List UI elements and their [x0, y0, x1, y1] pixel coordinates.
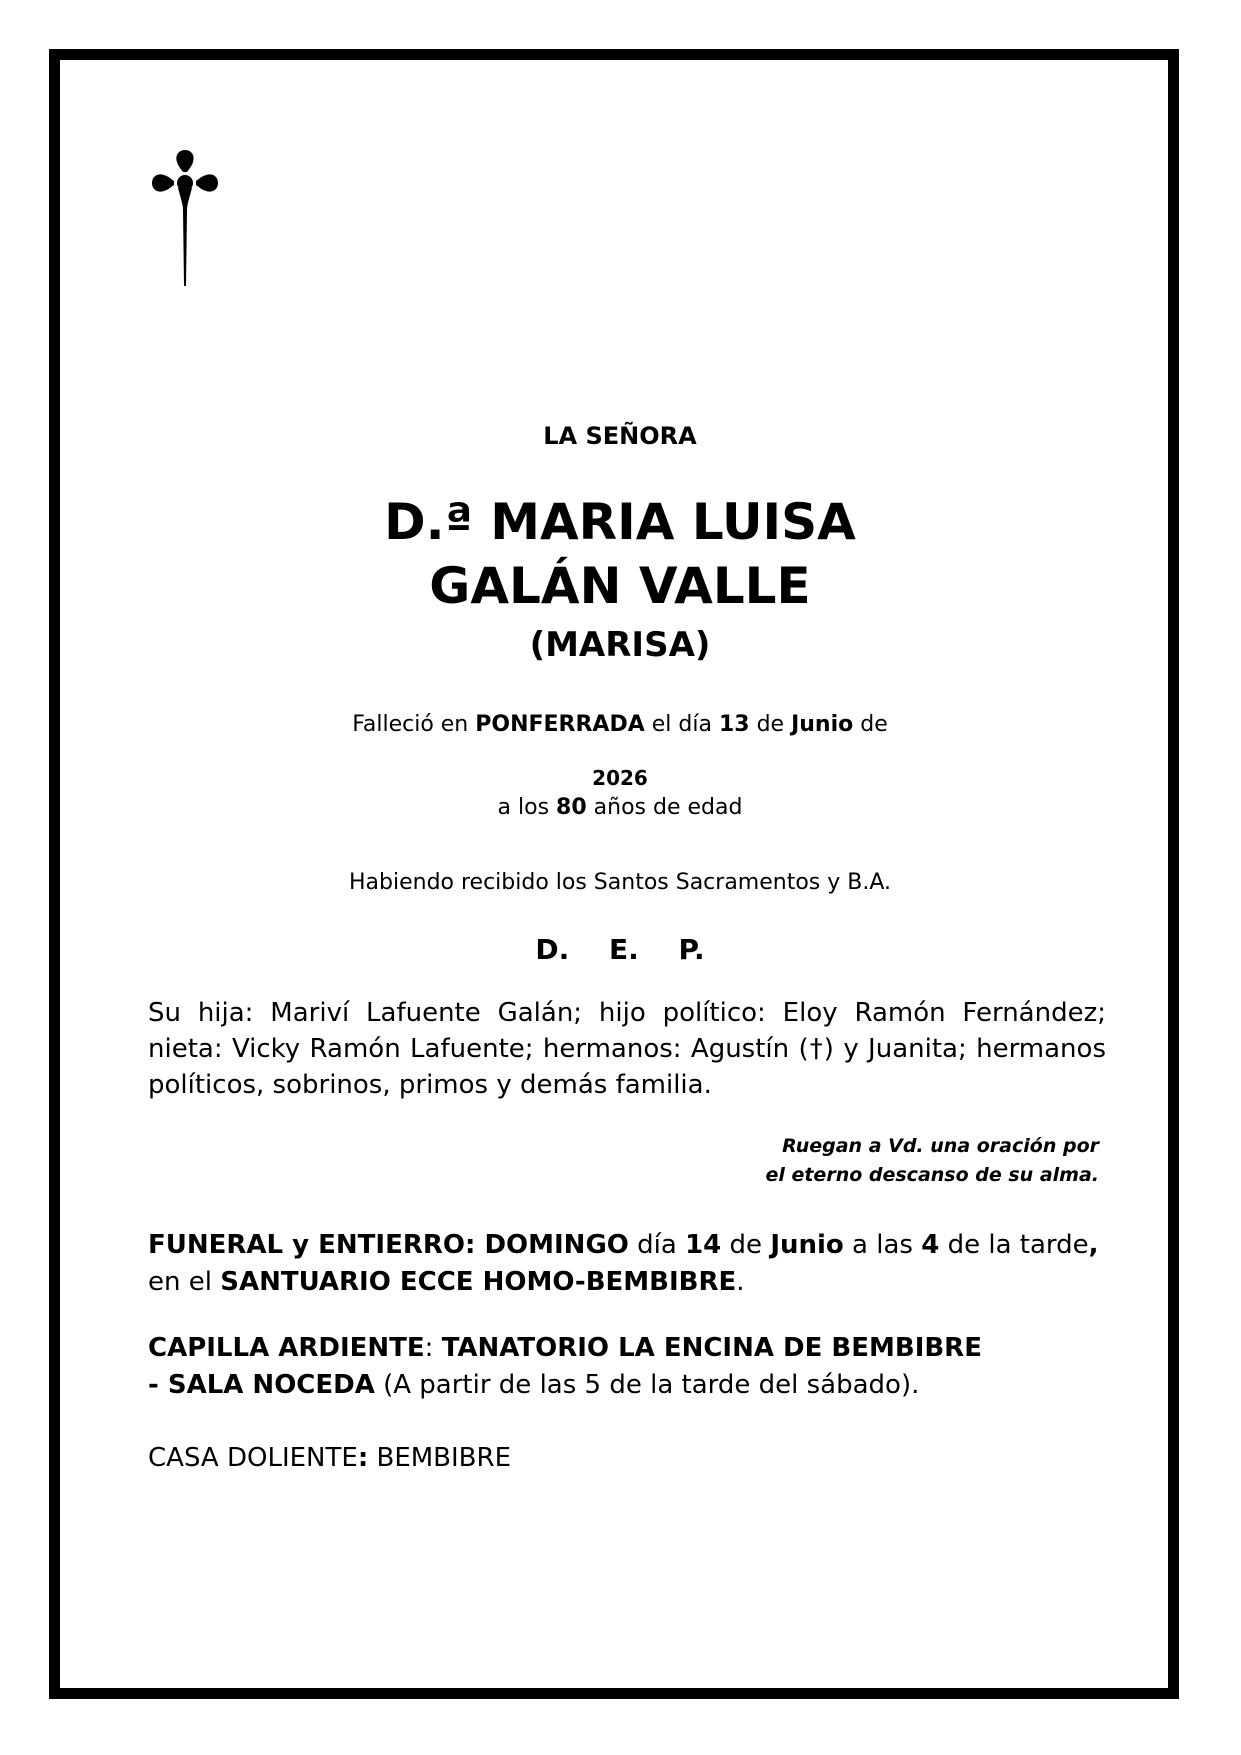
- death-suffix: de: [860, 712, 888, 737]
- funeral-t1: día: [628, 1230, 686, 1260]
- age-prefix: a los: [497, 795, 557, 820]
- funeral-t5: en el: [148, 1267, 221, 1297]
- dep-text: D. E. P.: [535, 933, 705, 966]
- funeral-label: FUNERAL y ENTIERRO: [148, 1230, 465, 1260]
- death-info: [130, 712, 1110, 737]
- funeral-day: 14: [685, 1230, 722, 1260]
- capilla-colon: :: [424, 1333, 442, 1363]
- funeral-month: Junio: [770, 1230, 844, 1260]
- funeral-hour: 4: [921, 1230, 940, 1260]
- age-suffix: años de edad: [586, 795, 743, 820]
- capilla-note: (A partir de las 5 de la tarde del sábado).: [374, 1370, 920, 1400]
- death-day: 13: [718, 712, 750, 737]
- funeral-comma: ,: [1088, 1230, 1099, 1260]
- funeral-t2: de: [721, 1230, 771, 1260]
- age-info: [130, 795, 1110, 820]
- sacraments-text: Habiendo recibido los Santos Sacramentos y B.A.: [348, 870, 892, 895]
- casa-doliente: [148, 1440, 1128, 1477]
- death-place: PONFERRADA: [475, 712, 645, 737]
- capilla-label: CAPILLA ARDIENTE: [148, 1333, 425, 1363]
- deceased-name: [130, 490, 1110, 618]
- funeral-t4: de la tarde: [939, 1230, 1089, 1260]
- cross-icon: [150, 148, 220, 288]
- funeral-weekday: DOMINGO: [484, 1230, 629, 1260]
- funeral-colon: :: [465, 1230, 485, 1260]
- funeral-end: .: [736, 1267, 745, 1297]
- deceased-name-line2: GALÁN VALLE: [429, 557, 811, 615]
- funeral-line1: [148, 1227, 1128, 1264]
- funeral-place: SANTUARIO ECCE HOMO-BEMBIBRE: [220, 1267, 737, 1297]
- casa-colon: :: [357, 1443, 369, 1473]
- death-mid2: de: [756, 712, 792, 737]
- deceased-nickname: (MARISA): [529, 625, 711, 665]
- death-prefix: Falleció en: [352, 712, 476, 737]
- funeral-info: [148, 1227, 1128, 1301]
- death-mid1: el día: [651, 712, 719, 737]
- death-month: Junio: [791, 712, 854, 737]
- capilla-place: TANATORIO LA ENCINA DE BEMBIBRE: [441, 1333, 982, 1363]
- age-value: 80: [556, 795, 587, 820]
- title-la-senora: LA SEÑORA: [543, 422, 697, 450]
- prayer-line1: Ruegan a Vd. una oración por: [782, 1135, 1099, 1157]
- capilla-line2: [148, 1367, 1128, 1404]
- prayer-request: [765, 1132, 1099, 1190]
- funeral-line2: [148, 1264, 1128, 1301]
- capilla-line1: [148, 1330, 1128, 1367]
- capilla-room: - SALA NOCEDA: [148, 1370, 375, 1400]
- casa-label: CASA DOLIENTE: [148, 1443, 358, 1473]
- funeral-t3: a las: [843, 1230, 922, 1260]
- death-year: 2026: [592, 766, 648, 790]
- family-text: Su hija: Mariví Lafuente Galán; hijo político: Eloy Ramón Fernández; nieta: Vicky Ramón Lafuente; hermanos: Agustín (†) y Juanita; hermanos políticos, sobrinos, primos y demás familia.: [148, 998, 1106, 1100]
- prayer-line2: el eterno descanso de su alma.: [765, 1164, 1099, 1186]
- deceased-name-line1: D.ª MARIA LUISA: [384, 493, 856, 551]
- capilla-info: [148, 1330, 1128, 1404]
- casa-value: BEMBIBRE: [368, 1443, 512, 1473]
